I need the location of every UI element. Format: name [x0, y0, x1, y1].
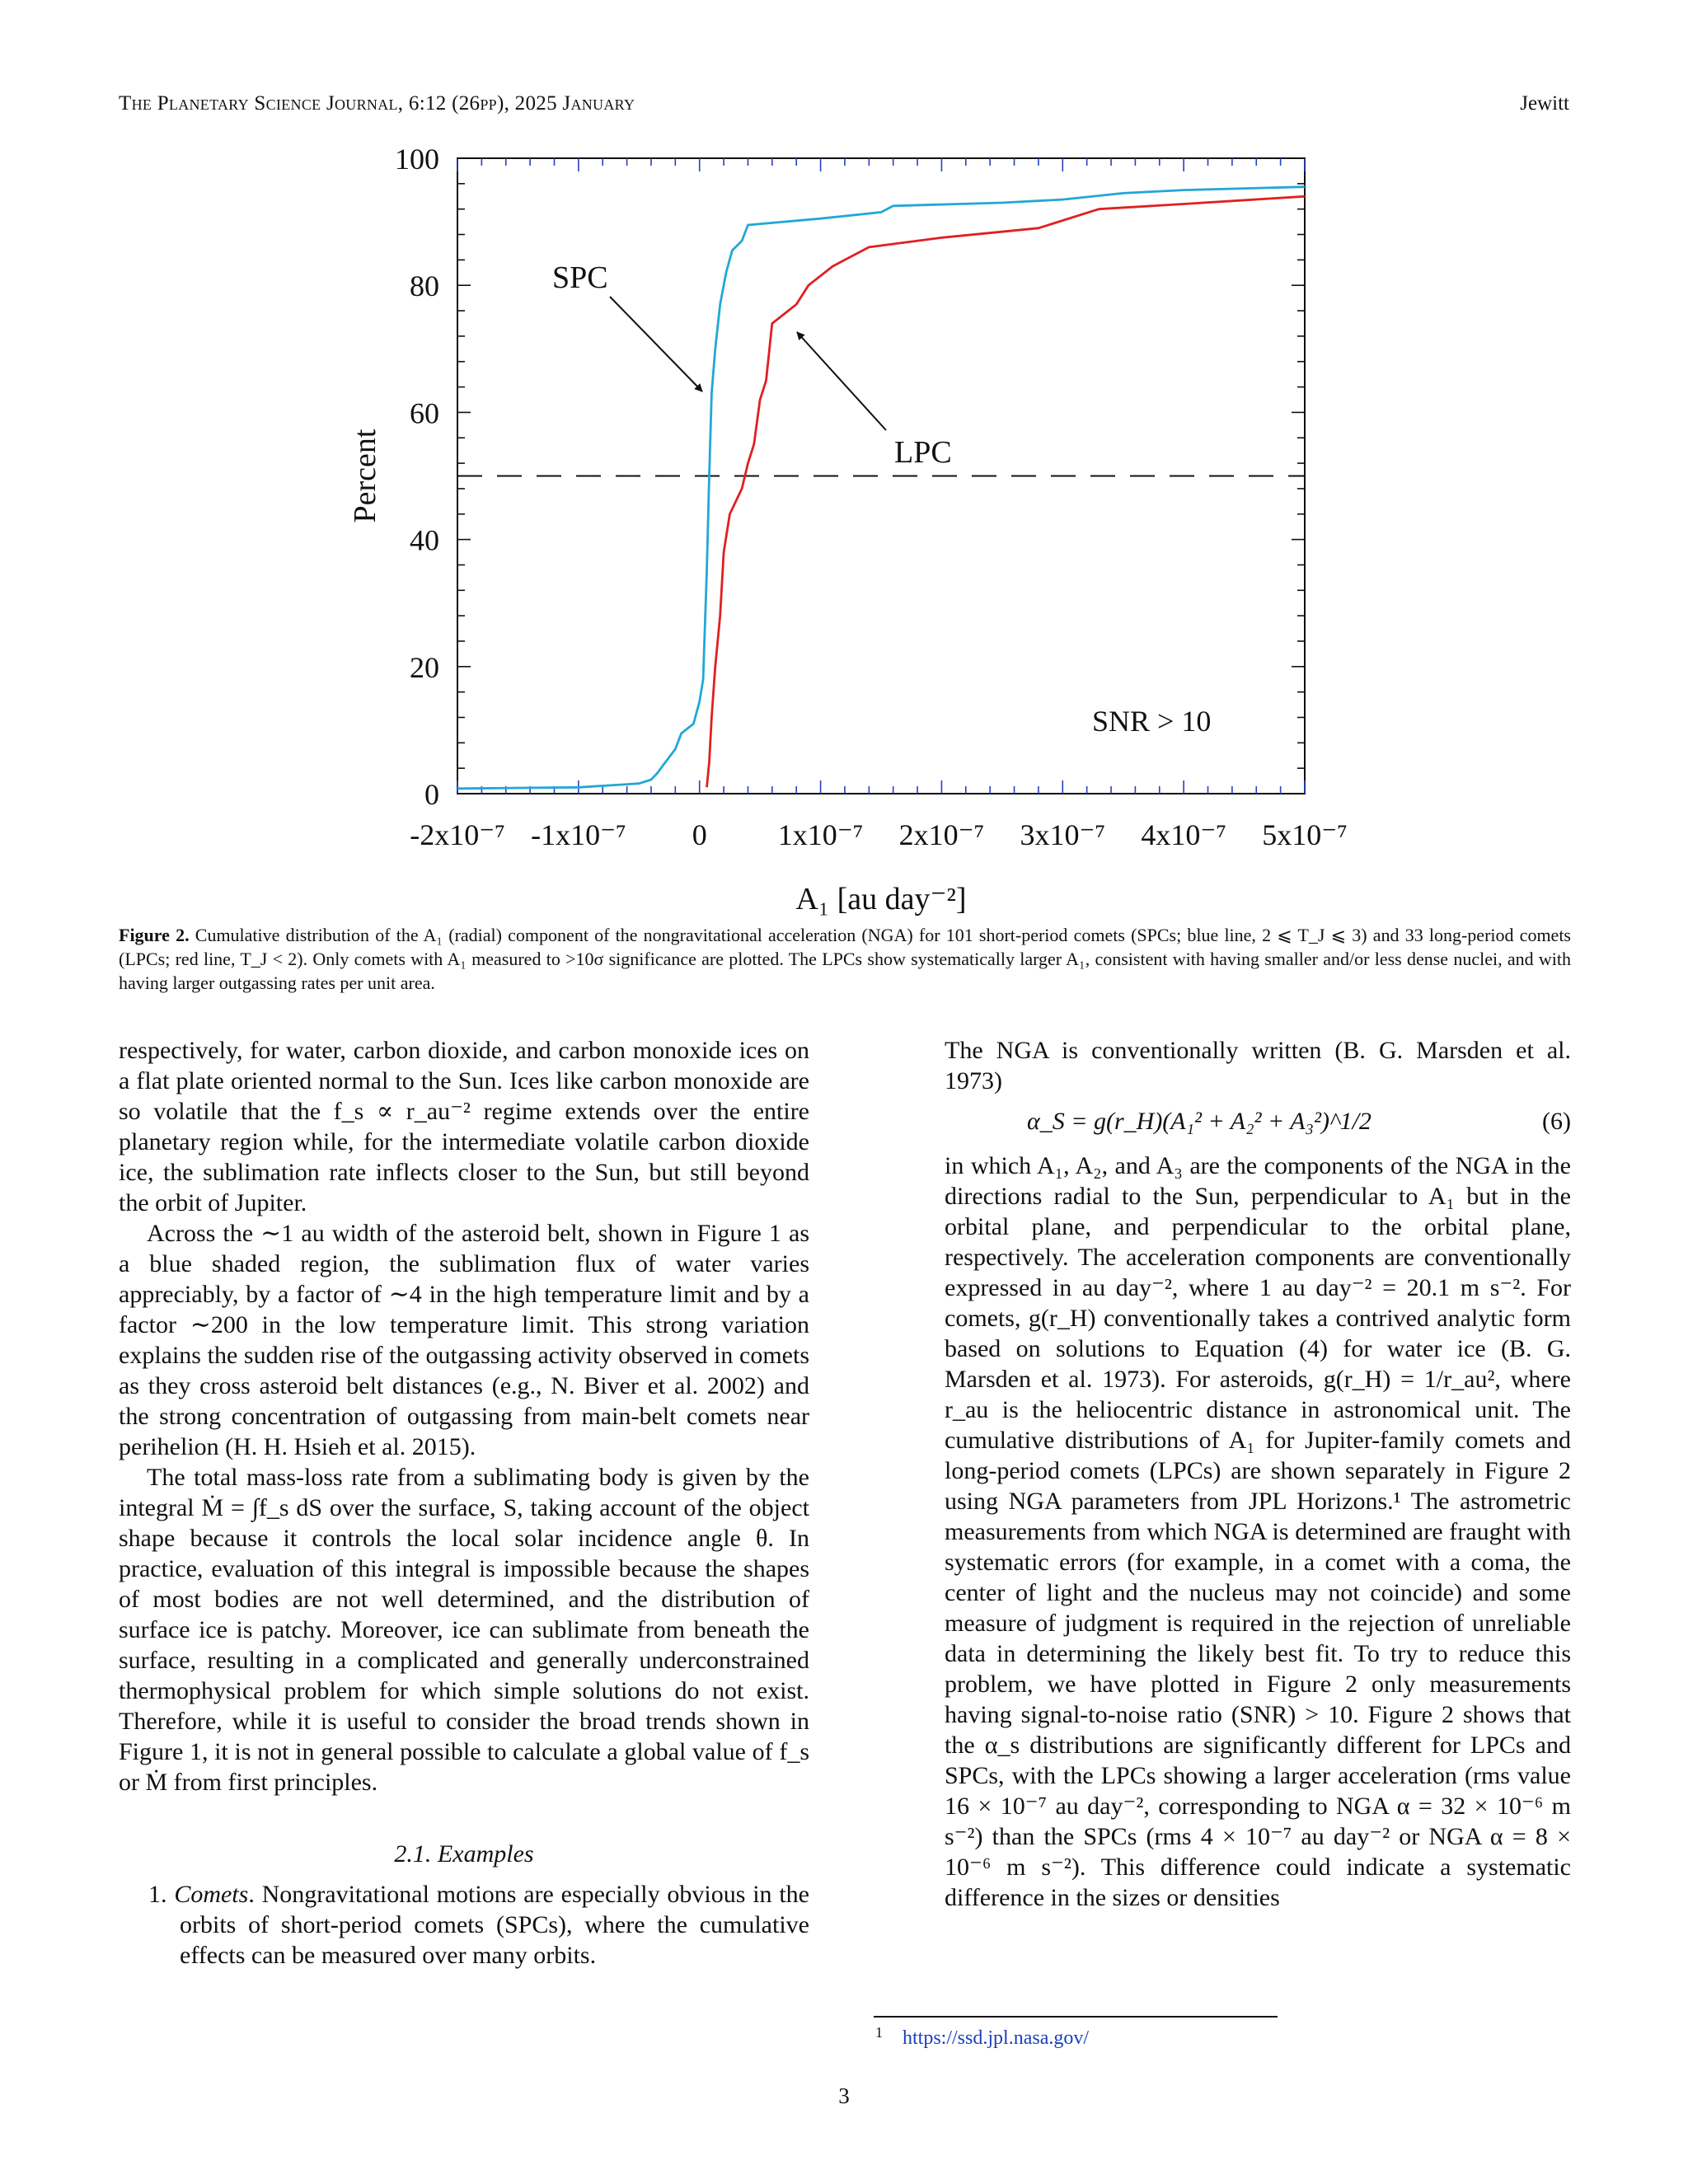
label-lpc: LPC [894, 435, 952, 470]
right-paragraph-2: in which A₁, A₂, and A₃ are the components of the NGA in the directions radial to the Sun, perpendicular to A₁ but in the orbital plane, and perpendicular to the orbital plane, respectively. The acceleration components are conventionally expressed in au day⁻², where 1 au day⁻² = 20.1 m s⁻². For comets, g(r_H) conventionally takes a contrived analytic form based on solutions to Equation (4) for water ice (B. G. Marsden et al. 1973). For asteroids, g(r_H) = 1/r_au², where r_au is the heliocentric distance in astronomical unit. The cumulative distributions of A₁ for Jupiter-family comets and long-period comets (LPCs) are shown separately in Figure 2 using NGA parameters from JPL Horizons.¹ The astrometric measurements from which NGA is determined are fraught with systematic errors (for example, in a comet with a coma, the center of light and the nucleus may not coincide) and some measure of judgment is required in the rejection of unreliable data in determining the likely best fit. To try to reduce this problem, we have plotted in Figure 2 only measurements having signal-to-noise ratio (SNR) > 10. Figure 2 shows that the α_s distributions are significantly different for LPCs and SPCs, with the LPCs showing a larger acceleration (rms value 16 × 10⁻⁷ au day⁻², corresponding to NGA α = 32 × 10⁻⁶ m s⁻²) than the SPCs (rms 4 × 10⁻⁷ au day⁻² or NGA α = 8 × 10⁻⁶ m s⁻²). This difference could indicate a systematic difference in the sizes or densities [945, 1152, 1571, 1911]
y-tick-label: 60 [410, 396, 439, 430]
arrow-spc [610, 297, 702, 391]
figure-2-chart [330, 134, 1360, 921]
y-tick-label: 100 [395, 143, 439, 176]
page-number: 3 [838, 2083, 850, 2108]
y-tick-label: 20 [410, 650, 439, 684]
list-item-comets [119, 1879, 809, 1971]
footnote [875, 2024, 1089, 2050]
journal-header: The Planetary Science Journal, 6:12 (26pp), 2025 January [119, 92, 635, 115]
footnote-number: 1 [875, 2024, 883, 2041]
footnote-link[interactable]: https://ssd.jpl.nasa.gov/ [903, 2027, 1090, 2049]
section-heading: 2.1. Examples [394, 1840, 534, 1868]
x-axis-label: A₁ [au day⁻²] [795, 882, 967, 916]
left-column [119, 1035, 809, 1971]
x-tick-label: 2x10⁻⁷ [898, 818, 985, 851]
author-header: Jewitt [1520, 92, 1569, 115]
y-axis-label: Percent [348, 429, 382, 523]
left-paragraph-3: The total mass-loss rate from a sublimating body is given by the integral Ṁ = ∫f_s dS over the surface, S, taking account of the object shape because it controls the local solar incidence angle θ. In practice, evaluation of this integral is impossible because the shapes of most bodies are not well determined, and the distribution of surface ice is patchy. Moreover, ice can sublimate from beneath the surface, resulting in a complicated and generally underconstrained thermophysical problem for which simple solutions do not exist. Therefore, while it is useful to consider the broad trends shown in Figure 1, it is not in general possible to calculate a global value of f_s or Ṁ from first principles. [119, 1464, 809, 1796]
x-tick-label: -1x10⁻⁷ [531, 818, 626, 851]
x-tick-label: 5x10⁻⁷ [1262, 818, 1348, 851]
equation-6 [945, 1101, 1571, 1147]
caption-label: Figure 2. [119, 925, 190, 945]
footnote-rule [874, 2016, 1278, 2018]
figure-caption [119, 923, 1571, 995]
right-paragraph-1: The NGA is conventionally written (B. G. Marsden et al. 1973) [945, 1037, 1571, 1094]
x-tick-label: -2x10⁻⁷ [410, 818, 505, 851]
x-tick-label: 3x10⁻⁷ [1020, 818, 1106, 851]
x-tick-label: 4x10⁻⁷ [1141, 818, 1226, 851]
list-item-number: 1. [148, 1881, 167, 1908]
left-paragraph-2: Across the ∼1 au width of the asteroid belt, shown in Figure 1 as a blue shaded region, the sublimation flux of water varies appreciably, by a factor of ∼4 in the high temperature limit and by a factor ∼200 in the low temperature limit. This strong variation explains the sudden rise of the outgassing activity observed in comets as they cross asteroid belt distances (e.g., N. Biver et al. 2002) and the strong concentration of outgassing from main-belt comets near perihelion (H. H. Hsieh et al. 2015). [119, 1220, 809, 1460]
x-tick-label: 0 [692, 818, 707, 851]
equation-text: α_S = g(r_H)(A₁² + A₂² + A₃²)^1/2 [1027, 1108, 1372, 1135]
list-item-title: Comets [174, 1881, 249, 1908]
arrow-lpc [797, 332, 886, 430]
label-spc: SPC [552, 260, 608, 295]
x-tick-label: 1x10⁻⁷ [777, 818, 864, 851]
y-tick-label: 0 [424, 778, 439, 811]
series-line-lpc [707, 196, 1306, 787]
caption-text: Cumulative distribution of the A₁ (radial) component of the nongravitational acceleration (NGA) for 101 short-period comets (SPCs; blue line, 2 ⩽ T_J ⩽ 3) and 33 long-period comets (LPCs; red line, T_J < 2). Only comets with A₁ measured to >10σ significance are plotted. The LPCs show systematically larger A₁, consistent with having smaller and/or less dense nuclei, and with having larger outgassing rates per unit area. [119, 925, 1571, 993]
chart-svg [330, 134, 1360, 921]
y-tick-label: 40 [410, 523, 439, 557]
list-item-text: . Nongravitational motions are especially obvious in the orbits of short-period comets (SPCs), where the cumulative effects can be measured over many orbits. [180, 1881, 809, 1969]
y-tick-label: 80 [410, 269, 439, 303]
right-column [945, 1035, 1571, 1913]
equation-number: (6) [1542, 1108, 1571, 1135]
left-paragraph-1: respectively, for water, carbon dioxide, and carbon monoxide ices on a flat plate oriented normal to the Sun. Ices like carbon monoxide are so volatile that the f_s ∝ r_au⁻² regime extends over the entire planetary region while, for the intermediate volatile carbon dioxide ice, the sublimation rate inflects closer to the Sun, but still beyond the orbit of Jupiter. [119, 1037, 809, 1216]
snr-annotation: SNR > 10 [1092, 705, 1212, 738]
